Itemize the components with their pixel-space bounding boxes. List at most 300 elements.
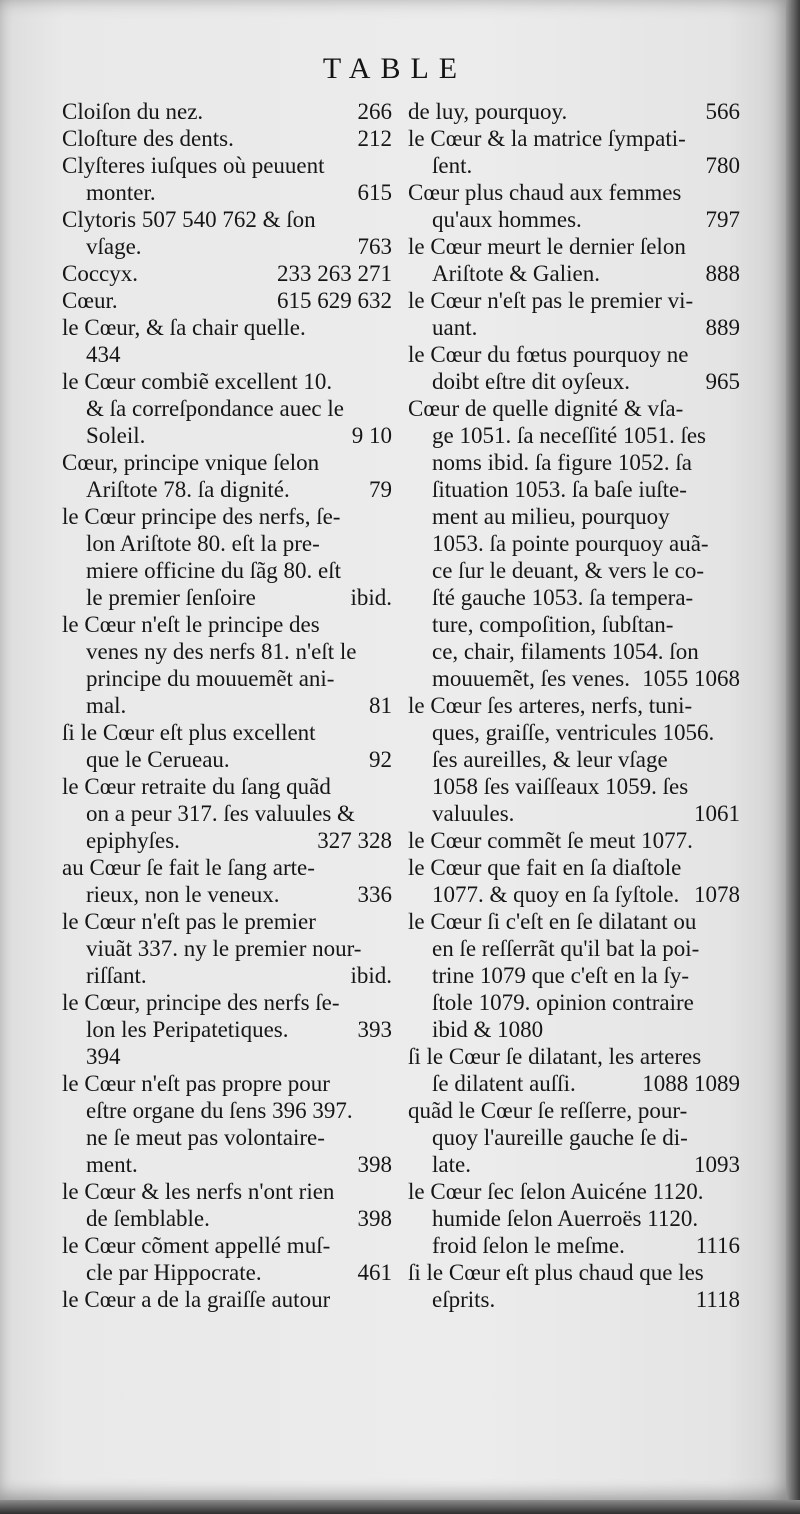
page-reference: 92 (369, 747, 392, 772)
entry-text: ce ſur le deuant, & vers le co- (432, 558, 705, 583)
index-line (408, 395, 740, 422)
entry-text: on a peur 317. ſes valuules & (86, 801, 355, 826)
index-line (408, 584, 740, 611)
entry-text: le premier ſenſoire (86, 585, 256, 610)
index-entry (62, 368, 392, 449)
index-entry (62, 719, 392, 773)
page-reference: 763 (357, 234, 392, 259)
page-reference (734, 692, 740, 719)
entry-text: le Cœur ſi c'eſt en ſe dilatant ou (408, 909, 697, 934)
page-reference (734, 287, 740, 314)
entry-text: Soleil. (86, 423, 146, 448)
index-line (62, 1178, 392, 1205)
page-reference (386, 1286, 392, 1313)
index-entry (408, 854, 740, 908)
entry-text: ibid & 1080 (432, 1017, 544, 1042)
index-line (408, 854, 740, 881)
index-line (62, 476, 392, 503)
entry-text: Ariſtote 78. ſa dignité. (86, 477, 290, 502)
index-entry (62, 125, 392, 152)
index-line (408, 1259, 740, 1286)
page-reference (734, 1259, 740, 1286)
page-reference (734, 908, 740, 935)
entry-text: doibt eſtre dit oyſeux. (432, 369, 631, 394)
entry-text: venes ny des nerfs 81. n'eſt le (86, 639, 357, 664)
index-line (408, 665, 740, 692)
entry-text: ment au milieu, pourquoy (432, 504, 670, 529)
page-reference (386, 800, 392, 827)
right-column (408, 98, 740, 1313)
entry-text: eſtre organe du ſens 396 397. (86, 1098, 353, 1123)
page-reference (734, 233, 740, 260)
index-line (62, 179, 392, 206)
page-reference: 266 (357, 99, 392, 124)
index-line (62, 341, 392, 368)
page-reference (386, 503, 392, 530)
page-reference (734, 638, 740, 665)
page-reference: 888 (705, 261, 740, 286)
index-line (62, 746, 392, 773)
entry-text: que le Cerueau. (86, 747, 230, 772)
page-reference (386, 1124, 392, 1151)
page-reference: 461 (357, 1260, 392, 1285)
page-reference: 79 (369, 477, 392, 502)
index-line (408, 233, 740, 260)
index-entry (62, 989, 392, 1070)
index-entry (408, 395, 740, 692)
page-reference (386, 557, 392, 584)
page-reference (386, 395, 392, 422)
page-reference: 889 (705, 315, 740, 340)
entry-text: ſe dilatent auſſi. (432, 1071, 576, 1096)
index-line (62, 1259, 392, 1286)
index-line (62, 1124, 392, 1151)
index-line (62, 368, 392, 395)
index-line (408, 530, 740, 557)
entry-text: rieux, non le veneux. (86, 882, 280, 907)
entry-text: ment. (86, 1152, 138, 1177)
index-entry (408, 692, 740, 827)
index-line (408, 719, 740, 746)
entry-text: lon les Peripatetiques. (86, 1017, 289, 1042)
index-line (408, 503, 740, 530)
index-entry (408, 908, 740, 1043)
index-line (62, 611, 392, 638)
page-reference: 398 (357, 1206, 392, 1231)
index-line (408, 827, 740, 854)
entry-text: epiphyſes. (86, 828, 180, 853)
index-entry (62, 503, 392, 611)
index-line (62, 1016, 392, 1043)
page-reference (386, 935, 392, 962)
page-reference (386, 989, 392, 1016)
index-line (62, 908, 392, 935)
entry-text: le Cœur n'eſt pas le premier vi- (408, 288, 694, 313)
entry-text: de ſemblable. (86, 1206, 210, 1231)
page-reference (734, 611, 740, 638)
entry-text: riſſant. (86, 963, 147, 988)
index-line (62, 1097, 392, 1124)
page-reference (386, 854, 392, 881)
index-line (62, 395, 392, 422)
entry-text: ge 1051. ſa neceſſité 1051. ſes (432, 423, 707, 448)
entry-text: le Cœur meurt le dernier ſelon (408, 234, 686, 259)
entry-text: eſprits. (432, 1287, 496, 1312)
index-line (408, 908, 740, 935)
entry-text: le Cœur n'eſt le principe des (62, 612, 320, 637)
index-line (408, 773, 740, 800)
page-reference: ibid. (350, 963, 392, 988)
index-entry (62, 1070, 392, 1178)
page-reference (734, 503, 740, 530)
index-line (408, 1043, 740, 1070)
index-line (62, 1205, 392, 1232)
index-line (408, 1232, 740, 1259)
page-edge (786, 0, 800, 1514)
page-reference: 1118 (695, 1287, 740, 1312)
entry-text: Cloſture des dents. (62, 126, 234, 151)
page-reference (734, 449, 740, 476)
page-reference: 1055 1068 (642, 666, 740, 691)
index-line (62, 449, 392, 476)
page-reference: 566 (705, 99, 740, 124)
index-line (408, 638, 740, 665)
entry-text: 1077. & quoy en ſa ſyſtole. (432, 882, 680, 907)
page-reference (734, 125, 740, 152)
page-reference: 1088 1089 (642, 1071, 740, 1096)
page-reference (386, 1178, 392, 1205)
entry-text: le Cœur commẽt ſe meut 1077. (408, 828, 693, 853)
entry-text: humide ſelon Auerroës 1120. (432, 1206, 699, 1231)
left-column (62, 98, 392, 1313)
page-reference (386, 1043, 392, 1070)
page-reference (734, 962, 740, 989)
index-line (62, 206, 392, 233)
page-reference (386, 1232, 392, 1259)
index-line (62, 530, 392, 557)
entry-text: valuules. (432, 801, 515, 826)
page-reference: ibid. (350, 585, 392, 610)
page-reference (386, 152, 392, 179)
page-bottom-edge (0, 1500, 800, 1514)
entry-text: ce, chair, filaments 1054. ſon (432, 639, 699, 664)
index-entry (62, 206, 392, 260)
page-reference: 81 (369, 693, 392, 718)
index-entry (408, 125, 740, 179)
index-entry (408, 287, 740, 341)
page-reference: 1116 (695, 1233, 740, 1258)
entry-text: trine 1079 que c'eſt en la ſy- (432, 963, 690, 988)
index-line (62, 557, 392, 584)
index-line (62, 989, 392, 1016)
page-reference: 393 (357, 1017, 392, 1042)
index-line (62, 773, 392, 800)
index-line (408, 287, 740, 314)
index-line (408, 314, 740, 341)
entry-text: le Cœur, principe des nerfs ſe- (62, 990, 340, 1015)
page-reference (734, 854, 740, 881)
page-reference: 1078 (694, 882, 740, 907)
index-line (62, 665, 392, 692)
index-line (62, 1232, 392, 1259)
entry-text: en ſe reſſerrãt qu'il bat la poi- (432, 936, 700, 961)
page-reference (734, 395, 740, 422)
page-reference (386, 314, 392, 341)
page-reference (734, 719, 740, 746)
entry-text: late. (432, 1152, 471, 1177)
page-reference: 797 (705, 207, 740, 232)
page-reference (734, 341, 740, 368)
page-reference: 1061 (694, 801, 740, 826)
index-line (408, 422, 740, 449)
entry-text: Coccyx. (62, 261, 139, 286)
index-line (408, 611, 740, 638)
page-reference: 1093 (694, 1152, 740, 1177)
index-line (408, 260, 740, 287)
index-line (62, 503, 392, 530)
index-line (408, 449, 740, 476)
index-line (62, 260, 392, 287)
entry-text: viuãt 337. ny le premier nour- (86, 936, 362, 961)
entry-text: monter. (86, 180, 156, 205)
entry-text: Cœur. (62, 288, 118, 313)
index-line (408, 1097, 740, 1124)
index-line (408, 341, 740, 368)
page-reference (386, 665, 392, 692)
entry-text: le Cœur & les nerfs n'ont rien (62, 1179, 335, 1204)
index-line (408, 1016, 740, 1043)
entry-text: le Cœur que fait en ſa diaſtole (408, 855, 682, 880)
page-reference: 615 629 632 (277, 288, 392, 313)
index-line (408, 179, 740, 206)
page-reference (734, 557, 740, 584)
index-line (62, 584, 392, 611)
index-line (408, 98, 740, 125)
index-entry (408, 233, 740, 287)
entry-text: & ſa correſpondance auec le (86, 396, 344, 421)
index-line (408, 1178, 740, 1205)
page-reference: 212 (357, 126, 392, 151)
index-line (408, 368, 740, 395)
page-reference (734, 530, 740, 557)
index-line (62, 422, 392, 449)
entry-text: de luy, pourquoy. (408, 99, 568, 124)
index-entry (408, 1097, 740, 1178)
index-line (408, 1151, 740, 1178)
entry-text: 394 (86, 1044, 121, 1069)
page-reference: 327 328 (317, 828, 392, 853)
page-reference (734, 476, 740, 503)
entry-text: le Cœur retraite du ſang quãd (62, 774, 331, 799)
entry-text: quãd le Cœur ſe reſſerre, pour- (408, 1098, 688, 1123)
entry-text: ſi le Cœur ſe dilatant, les arteres (408, 1044, 702, 1069)
index-entry (408, 1259, 740, 1313)
entry-text: Clytoris 507 540 762 & ſon (62, 207, 316, 232)
entry-text: Ariſtote & Galien. (432, 261, 600, 286)
page-reference (734, 746, 740, 773)
entry-text: ſté gauche 1053. ſa tempera- (432, 585, 694, 610)
index-line (62, 287, 392, 314)
entry-text: ſtole 1079. opinion contraire (432, 990, 694, 1015)
index-line (62, 827, 392, 854)
page-reference: 965 (705, 369, 740, 394)
entry-text: ſes aureilles, & leur vſage (432, 747, 668, 772)
page-reference (734, 1016, 740, 1043)
entry-text: au Cœur ſe fait le ſang arte- (62, 855, 315, 880)
entry-text: le Cœur a de la graiſſe autour (62, 1287, 331, 1312)
entry-text: le Cœur principe des nerfs, ſe- (62, 504, 341, 529)
entry-text: 1053. ſa pointe pourquoy auã- (432, 531, 709, 556)
index-line (408, 1070, 740, 1097)
page-reference (386, 1097, 392, 1124)
entry-text: 434 (86, 342, 121, 367)
index-entry (62, 1178, 392, 1232)
index-line (408, 881, 740, 908)
index-line (62, 314, 392, 341)
index-line (62, 881, 392, 908)
page-reference (734, 827, 740, 854)
index-entry (408, 341, 740, 395)
page-reference (386, 719, 392, 746)
index-line (408, 1205, 740, 1232)
index-entry (62, 152, 392, 206)
index-line (62, 1070, 392, 1097)
index-entry (62, 1286, 392, 1313)
entry-text: le Cœur ſes arteres, nerfs, tuni- (408, 693, 693, 718)
index-entry (62, 98, 392, 125)
entry-text: principe du mouuemẽt ani- (86, 666, 335, 691)
entry-text: Cloiſon du nez. (62, 99, 204, 124)
index-line (62, 1286, 392, 1313)
page-reference (386, 206, 392, 233)
entry-text: Clyſteres iuſques où peuuent (62, 153, 325, 178)
page-reference (386, 449, 392, 476)
entry-text: ſi le Cœur eſt plus chaud que les (408, 1260, 704, 1285)
page-reference (734, 422, 740, 449)
page-reference: 336 (357, 882, 392, 907)
index-line (408, 746, 740, 773)
page-reference: 398 (357, 1152, 392, 1177)
page-reference: 9 10 (351, 423, 392, 448)
page-reference (386, 368, 392, 395)
index-entry (408, 827, 740, 854)
index-line (62, 854, 392, 881)
index-line (62, 233, 392, 260)
entry-text: qu'aux hommes. (432, 207, 582, 232)
index-entry (62, 287, 392, 314)
page-reference (734, 1043, 740, 1070)
entry-text: ſi le Cœur eſt plus excellent (62, 720, 316, 745)
page-reference (386, 341, 392, 368)
entry-text: Cœur, principe vnique ſelon (62, 450, 320, 475)
entry-text: uant. (432, 315, 478, 340)
entry-text: froid ſelon le meſme. (432, 1233, 625, 1258)
index-line (408, 1124, 740, 1151)
index-entry (62, 260, 392, 287)
index-entry (62, 854, 392, 908)
entry-text: ques, graiſſe, ventricules 1056. (432, 720, 715, 745)
entry-text: le Cœur & la matrice ſympati- (408, 126, 686, 151)
entry-text: quoy l'aureille gauche ſe di- (432, 1125, 688, 1150)
entry-text: le Cœur ſec ſelon Auicéne 1120. (408, 1179, 704, 1204)
entry-text: mal. (86, 693, 127, 718)
index-entry (62, 908, 392, 989)
page-reference (734, 1178, 740, 1205)
page-reference (734, 1097, 740, 1124)
index-line (408, 557, 740, 584)
page-reference (734, 1124, 740, 1151)
page-reference (386, 530, 392, 557)
entry-text: lon Ariſtote 80. eſt la pre- (86, 531, 320, 556)
index-entry (62, 314, 392, 368)
page-reference: 780 (705, 153, 740, 178)
index-entry (62, 611, 392, 719)
index-line (62, 800, 392, 827)
entry-text: ture, compoſition, ſubſtan- (432, 612, 674, 637)
page-reference (734, 584, 740, 611)
index-line (62, 125, 392, 152)
page-reference (386, 1070, 392, 1097)
entry-text: le Cœur n'eſt pas propre pour (62, 1071, 330, 1096)
index-entry (408, 179, 740, 233)
index-line (408, 989, 740, 1016)
index-line (62, 1151, 392, 1178)
index-line (408, 800, 740, 827)
page-reference: 615 (357, 180, 392, 205)
index-line (408, 476, 740, 503)
page-reference (734, 179, 740, 206)
entry-text: le Cœur n'eſt pas le premier (62, 909, 316, 934)
index-line (408, 1286, 740, 1313)
entry-text: 1058 ſes vaiſſeaux 1059. ſes (432, 774, 689, 799)
index-line (408, 692, 740, 719)
page-reference (386, 773, 392, 800)
index-line (408, 935, 740, 962)
page-header: TABLE (322, 52, 468, 85)
page-reference (734, 1205, 740, 1232)
entry-text: ſituation 1053. ſa baſe iuſte- (432, 477, 687, 502)
page-reference (734, 989, 740, 1016)
entry-text: cle par Hippocrate. (86, 1260, 262, 1285)
entry-text: noms ibid. ſa figure 1052. ſa (432, 450, 692, 475)
entry-text: Cœur plus chaud aux femmes (408, 180, 682, 205)
index-line (408, 152, 740, 179)
index-entry (408, 1043, 740, 1097)
index-line (62, 692, 392, 719)
entry-text: mouuemẽt, ſes venes. (432, 666, 631, 691)
index-line (62, 935, 392, 962)
entry-text: Cœur de quelle dignité & vſa- (408, 396, 684, 421)
index-line (62, 962, 392, 989)
index-line (62, 719, 392, 746)
entry-text: ne ſe meut pas volontaire- (86, 1125, 325, 1150)
page-reference (734, 773, 740, 800)
entry-text: le Cœur combiẽ excellent 10. (62, 369, 333, 394)
entry-text: ſent. (432, 153, 473, 178)
index-entry (62, 773, 392, 854)
index-line (408, 125, 740, 152)
index-line (62, 638, 392, 665)
entry-text: miere officine du ſãg 80. eſt (86, 558, 342, 583)
entry-text: le Cœur cõment appellé muſ- (62, 1233, 331, 1258)
page-reference (386, 611, 392, 638)
index-entry (62, 1232, 392, 1286)
entry-text: le Cœur du fœtus pourquoy ne (408, 342, 689, 367)
page-reference (386, 908, 392, 935)
index-line (62, 98, 392, 125)
index-line (62, 1043, 392, 1070)
index-entry (62, 449, 392, 503)
